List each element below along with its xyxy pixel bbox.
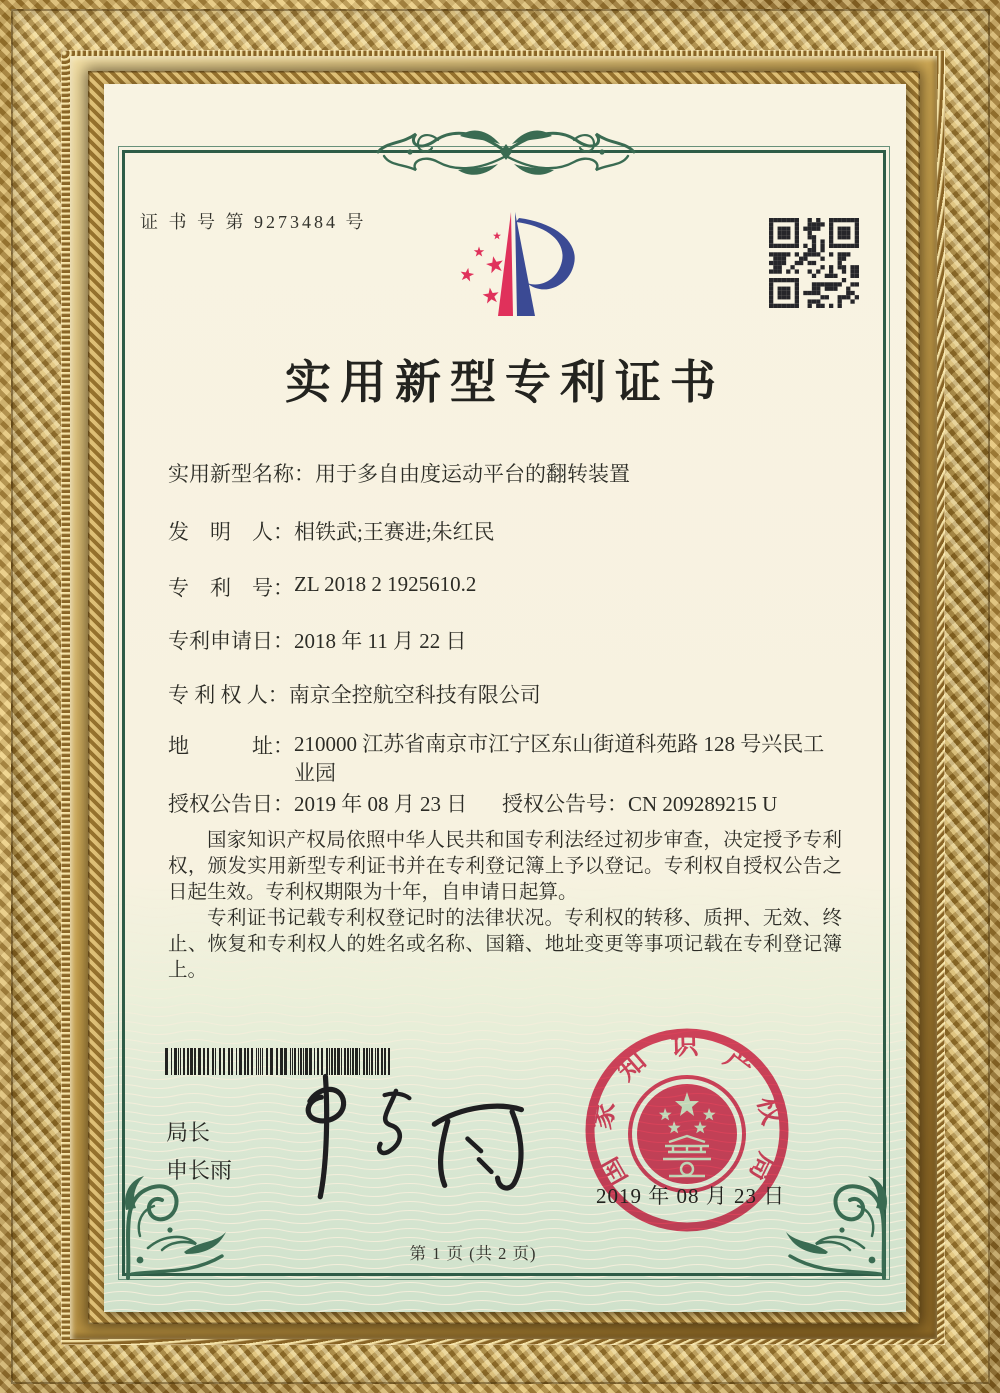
seal-date: 2019 年 08 月 23 日: [596, 1184, 786, 1208]
grant-number: [502, 788, 777, 818]
field-row: [168, 625, 466, 655]
legal-paragraph: 国家知识产权局依照中华人民共和国专利法经过初步审查，决定授予专利权，颁发实用新型专利证书并在专利登记簿上予以登记。专利权自授权公告之日起生效。专利权期限为十年，自申请日起算。: [168, 830, 842, 903]
border-ornament-top: [356, 112, 656, 192]
field-row: [168, 572, 476, 602]
certificate-paper: [104, 84, 906, 1312]
field-value: 南京全控航空科技有限公司: [288, 683, 541, 707]
legal-paragraph: 专利证书记载专利权登记时的法律状况。专利权的转移、质押、无效、终止、恢复和专利权人的姓名或名称、国籍、地址变更等事项记载在专利登记簿上。: [168, 908, 842, 981]
field-value: 相铁武;王赛进;朱红民: [294, 520, 495, 544]
cnipa-logo-icon: [436, 198, 586, 326]
field-value: 2018 年 11 月 22 日: [294, 629, 467, 653]
legal-text: [168, 828, 842, 984]
field-value: CN 209289215 U: [628, 792, 778, 816]
field-label: 授权公告日：: [168, 792, 294, 816]
field-label: 地 址：: [168, 734, 294, 758]
field-label: 专利申请日：: [168, 629, 294, 653]
field-row: [168, 730, 839, 788]
field-value: ZL 2018 2 1925610.2: [294, 572, 477, 596]
page-footer: 第 1 页 (共 2 页): [409, 1244, 537, 1263]
field-row: [168, 679, 541, 709]
qr-code: [769, 218, 859, 308]
signer-title: 局长: [166, 1120, 211, 1145]
seal-agency-text: 国家知识产权局: [586, 1029, 788, 1192]
field-label: 发 明 人：: [168, 520, 294, 544]
field-label: 授权公告号：: [502, 792, 628, 816]
certificate-number: 证 书 号 第 9273484 号: [140, 212, 367, 232]
director-signature: [262, 1064, 532, 1204]
field-value: 210000 江苏省南京市江宁区东山街道科苑路 128 号兴民工业园: [294, 732, 825, 785]
field-label: 实用新型名称：: [168, 462, 315, 486]
field-value: 用于多自由度运动平台的翻转装置: [315, 462, 630, 486]
grant-row: [168, 788, 868, 818]
grant-date: [168, 792, 467, 816]
field-label: 专 利 号：: [168, 576, 294, 600]
field-row: [168, 458, 630, 488]
national-emblem-icon: [630, 1077, 744, 1191]
field-value: 2019 年 08 月 23 日: [294, 792, 468, 816]
field-label: 专 利 权 人：: [168, 683, 289, 707]
field-row: [168, 516, 495, 546]
signer-name: 申长雨: [166, 1158, 233, 1183]
certificate-title: 实用新型专利证书: [285, 357, 725, 408]
